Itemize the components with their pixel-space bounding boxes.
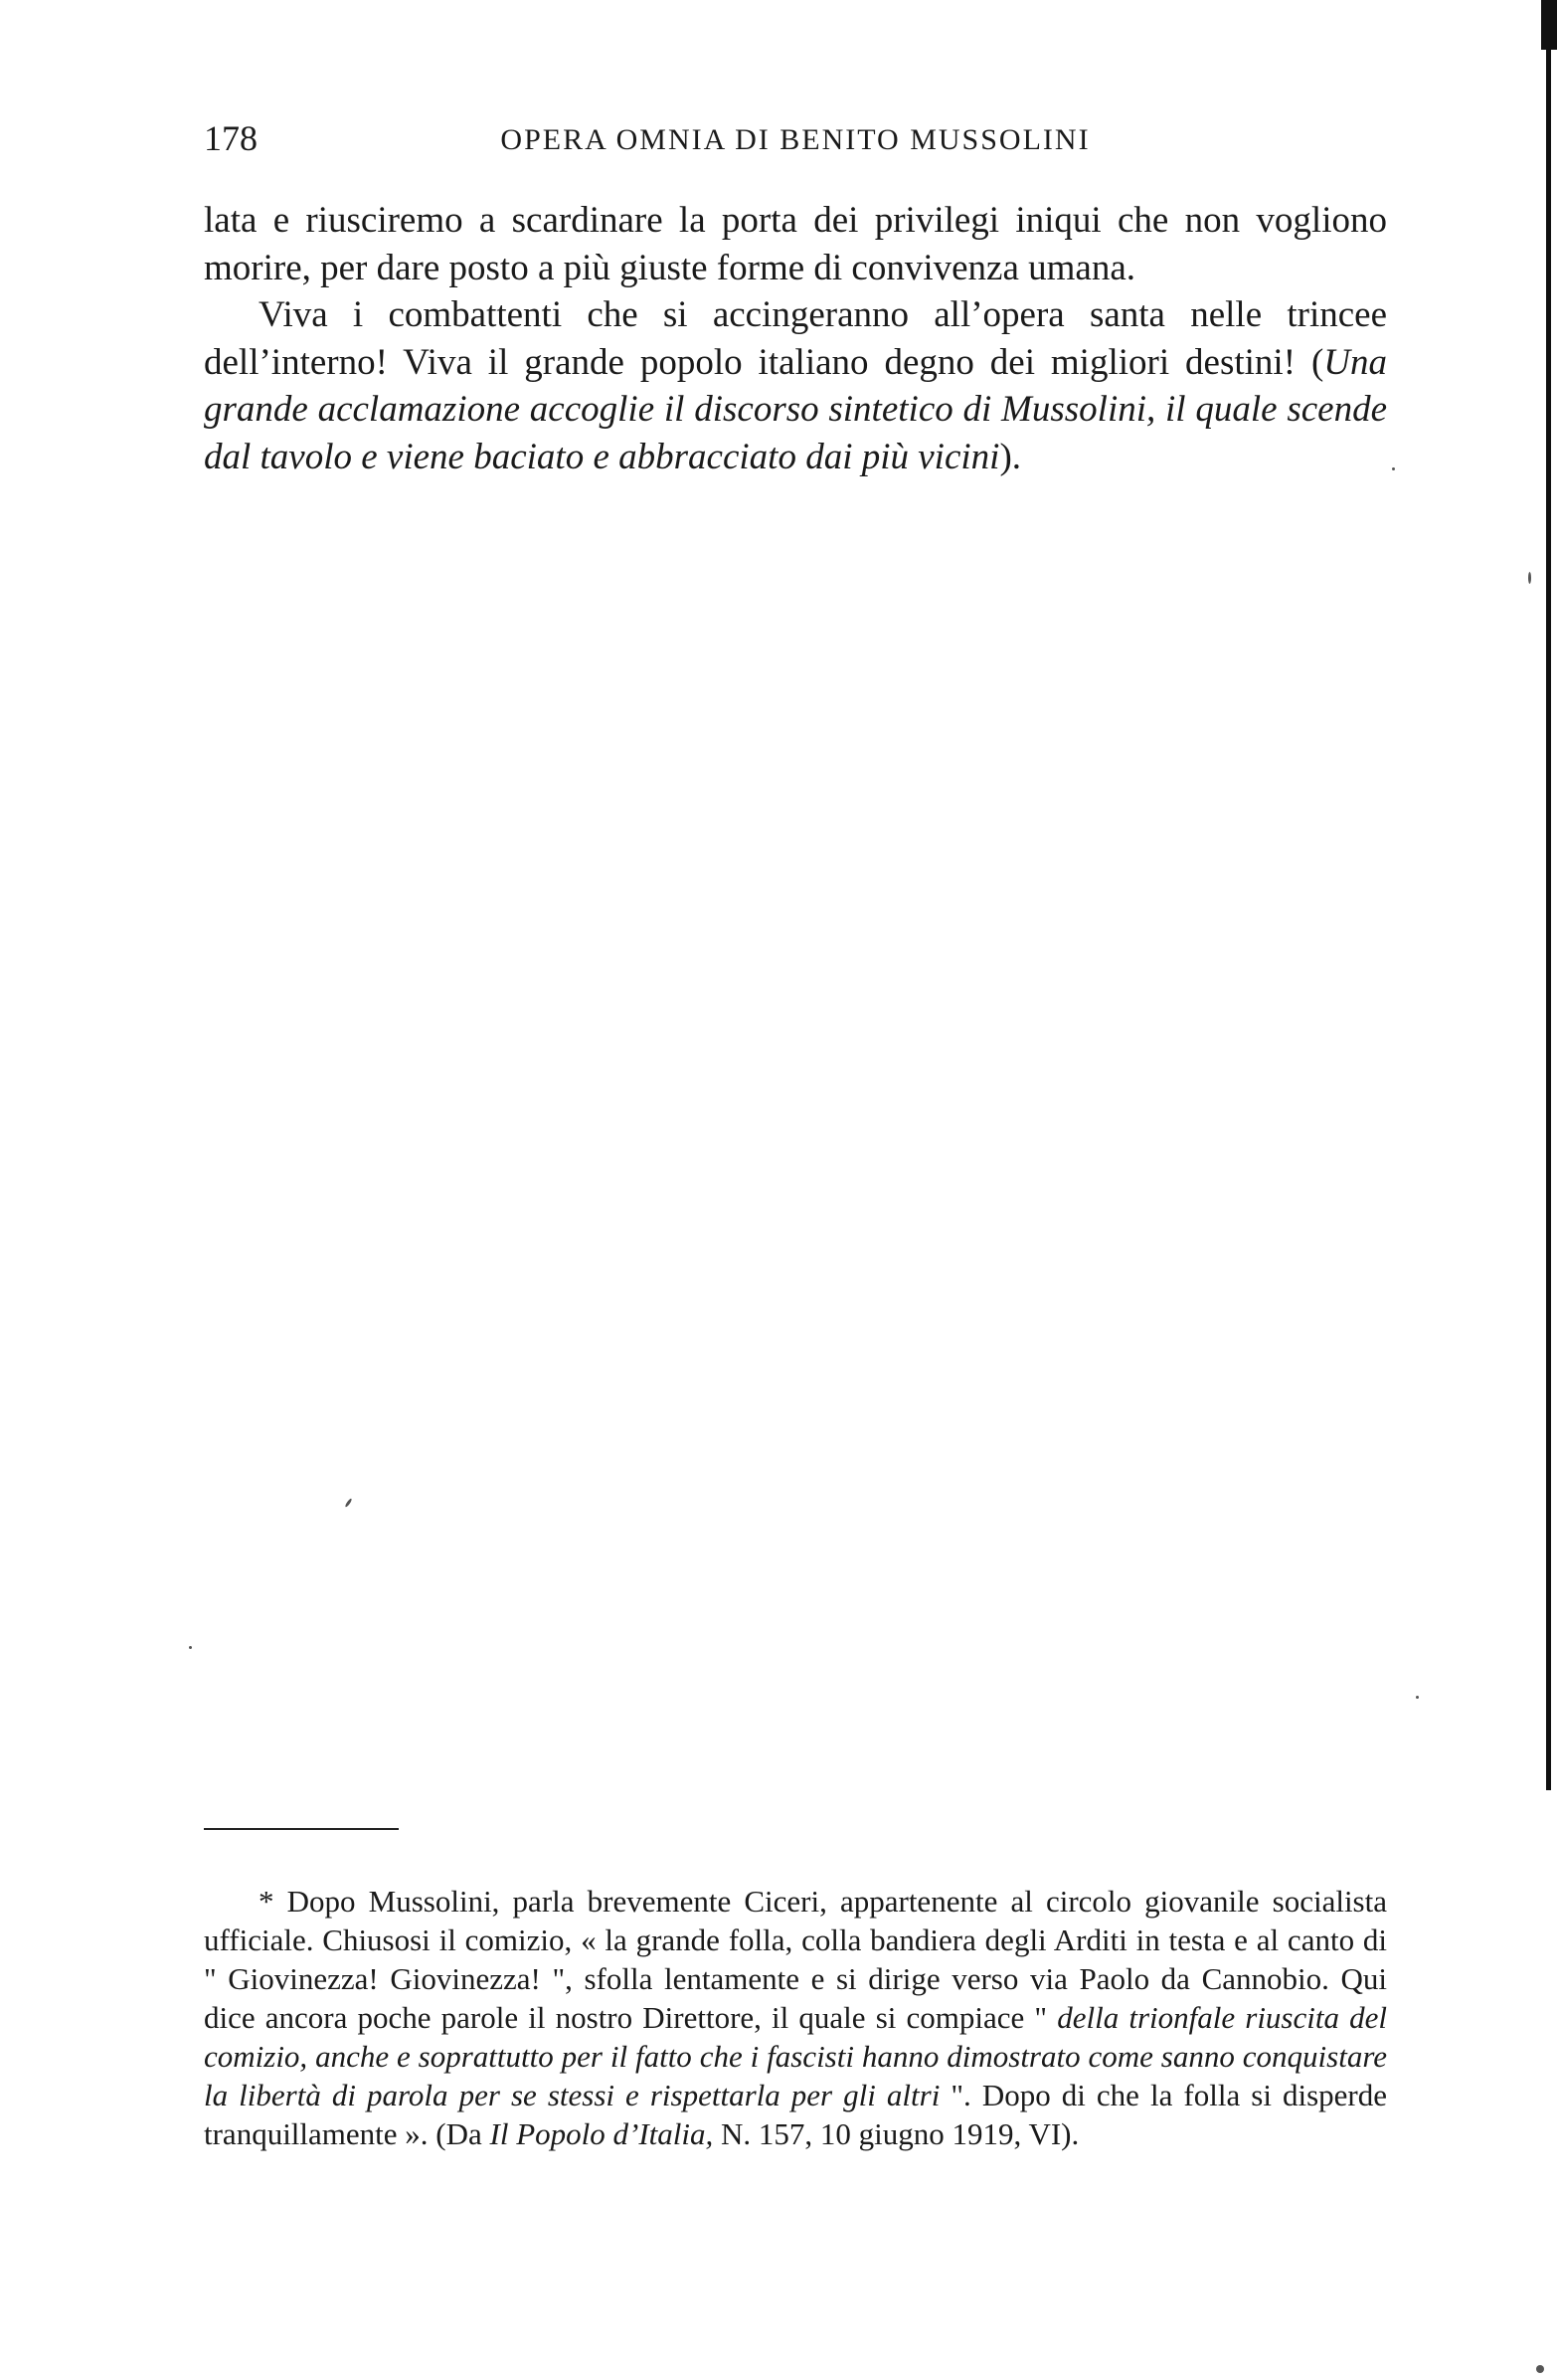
- page-edge-mark: [1541, 0, 1557, 50]
- main-text: [204, 197, 1387, 480]
- paragraph-1: lata e riusciremo a scardinare la porta dei privilegi iniqui che non vogliono morire, per dare posto a più giuste forme di convivenza umana.: [204, 200, 1387, 288]
- page-number: 178: [204, 118, 258, 158]
- footnote: [204, 1882, 1387, 2153]
- footnote-italic-source: Il Popolo d’Italia,: [489, 2116, 714, 2151]
- scan-speck: [1528, 572, 1531, 584]
- page-edge-shadow: [1546, 0, 1551, 1790]
- running-head: [204, 117, 1387, 167]
- scan-speck: [344, 1498, 352, 1508]
- paragraph-2: [204, 291, 1387, 480]
- running-title: OPERA OMNIA DI BENITO MUSSOLINI: [500, 123, 1091, 156]
- scan-speck: [1536, 2365, 1544, 2373]
- footnote-part-3: N. 157, 10 giugno 1919, VI).: [713, 2116, 1080, 2151]
- scan-speck: [1416, 1696, 1419, 1699]
- paragraph-2-end: ).: [999, 436, 1022, 477]
- footnote-part-2: ". Dopo di che la folla si disperde tranquillamente ». (Da: [204, 2078, 1387, 2151]
- scan-speck: [189, 1646, 192, 1649]
- footnote-italic-quote: della trionfale riuscita del comizio, anche e soprattutto per il fatto che i fascisti hanno dimostrato come sanno conquistare la libertà di parola per se stessi e rispettarla per gli altri: [204, 2000, 1387, 2112]
- scan-speck: [1392, 467, 1395, 470]
- paragraph-2-start: Viva i combattenti che si accingeranno all’opera santa nelle trincee dell’interno! Viva il grande popolo italiano degno dei migliori destini! (: [204, 294, 1387, 383]
- paragraph-2-italic-note: Una grande acclamazione accoglie il discorso sintetico di Mussolini, il quale scende dal tavolo e viene baciato e abbracciato dai più vicini: [204, 341, 1387, 477]
- footnote-rule: [204, 1828, 399, 1830]
- footnote-part-1: * Dopo Mussolini, parla brevemente Ciceri, appartenente al circolo giovanile socialista ufficiale. Chiusosi il comizio, « la grande folla, colla bandiera degli Arditi in testa e al canto di " Giovinezza! Giovinezza! ", sfolla lentamente e si dirige verso via Paolo da Cannobio. Qui dice ancora poche parole il nostro Direttore, il quale si compiace ": [204, 1884, 1387, 2035]
